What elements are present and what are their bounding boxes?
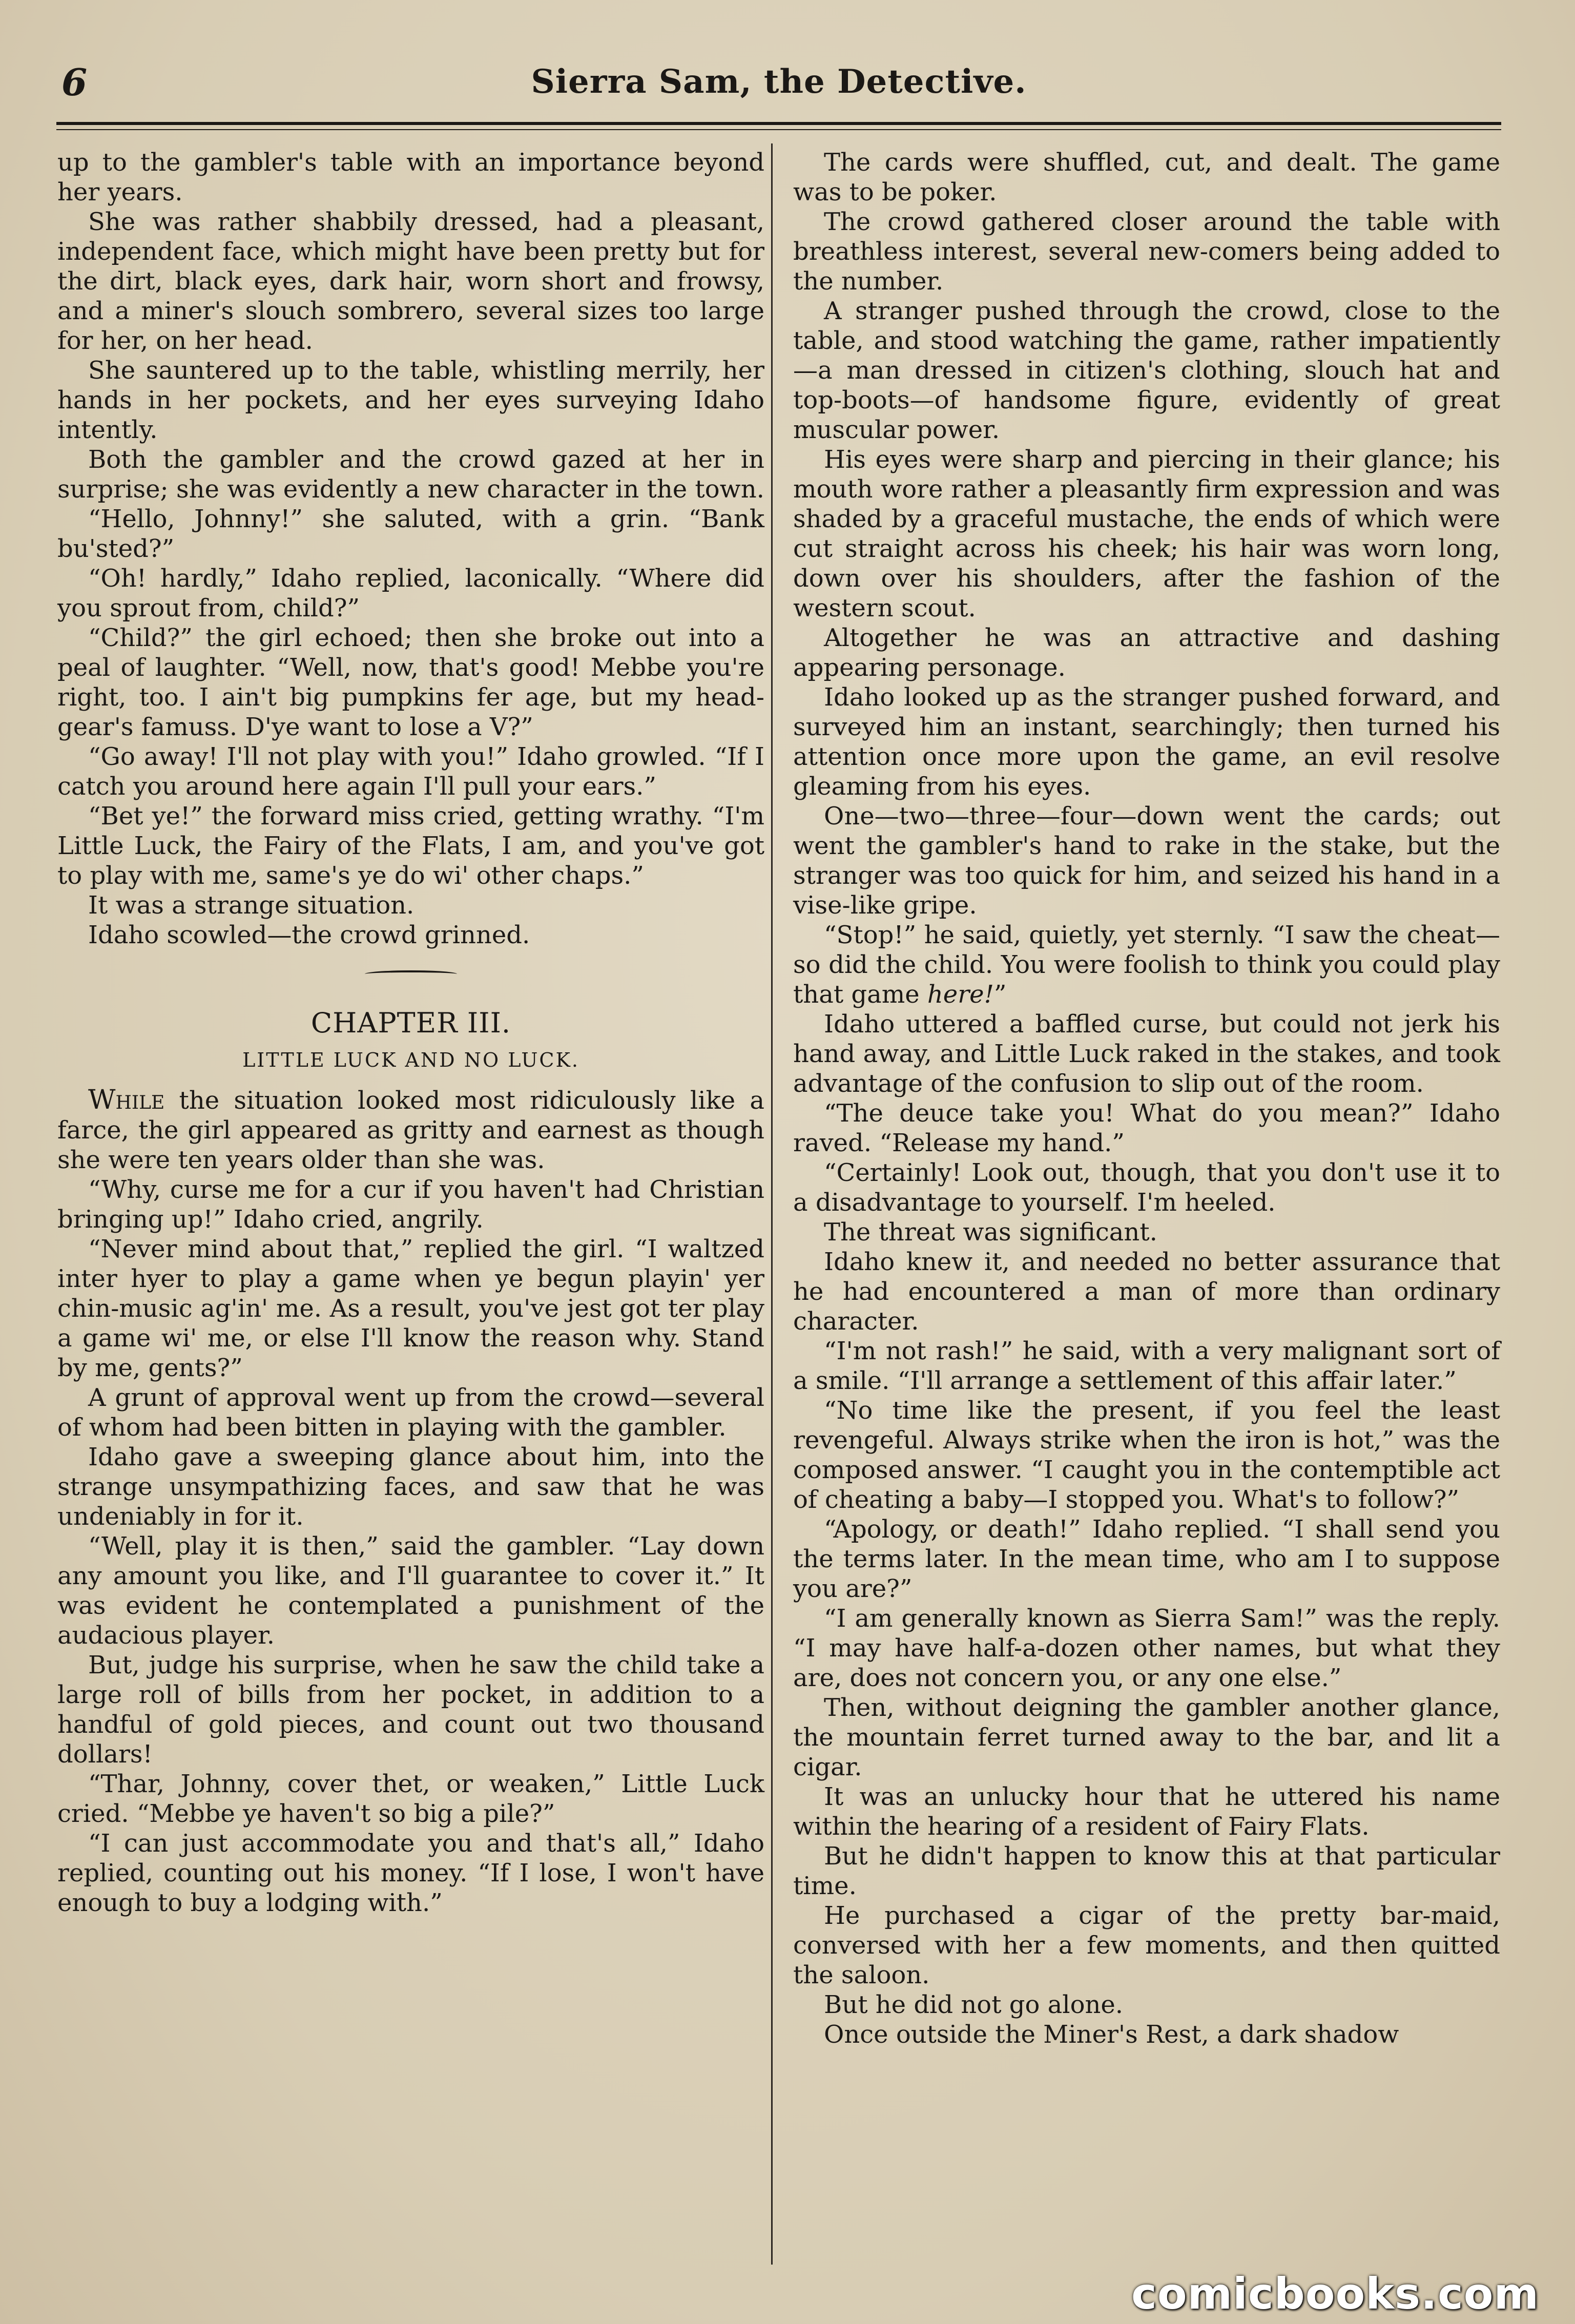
- column-divider: [771, 143, 773, 2265]
- right-paragraphs-after: [793, 1009, 1500, 2049]
- paragraph: “Hello, Johnny!” she saluted, with a grin. “Bank bu'sted?”: [57, 505, 764, 563]
- left-paragraphs-before: [57, 148, 764, 950]
- page-number: 6: [61, 60, 88, 104]
- paragraph: Both the gambler and the crowd gazed at her in surprise; she was evidently a new character in the town.: [57, 445, 764, 504]
- stop-text: “Stop!” he said, quietly, yet sternly. “I saw the cheat—so did the child. You were foolish to think you could play that game: [793, 921, 1500, 1009]
- paragraph: “Oh! hardly,” Idaho replied, laconically. “Where did you sprout from, child?”: [57, 564, 764, 623]
- paragraph: The cards were shuffled, cut, and dealt. The game was to be poker.: [793, 148, 1500, 206]
- paragraph: “Why, curse me for a cur if you haven't had Christian bringing up!” Idaho cried, angrily.: [57, 1175, 764, 1234]
- site-watermark: comicbooks.com: [1131, 2269, 1539, 2319]
- paragraph: But, judge his surprise, when he saw the child take a large roll of bills from her pocket, in addition to a handful of gold pieces, and count out two thousand dollars!: [57, 1651, 764, 1769]
- left-column: [57, 148, 764, 1918]
- paragraph: “Thar, Johnny, cover thet, or weaken,” Little Luck cried. “Mebbe ye haven't so big a pile?”: [57, 1770, 764, 1828]
- first-paragraph-text: the situation looked most ridiculously like a farce, the girl appeared as gritty and earnest as though she were ten years older than she was.: [57, 1086, 764, 1174]
- paragraph: She sauntered up to the table, whistling merrily, her hands in her pockets, and her eyes surveying Idaho intently.: [57, 356, 764, 444]
- header-rule: [56, 122, 1501, 125]
- paragraph: “I'm not rash!” he said, with a very malignant sort of a smile. “I'll arrange a settlement of this affair later.”: [793, 1337, 1500, 1395]
- paragraph: “No time like the present, if you feel the least revengeful. Always strike when the iron is hot,” was the composed answer. “I caught you in the contemptible act of cheating a baby—I stopped you. What's to follow?”: [793, 1396, 1500, 1514]
- paragraph: Idaho gave a sweeping glance about him, into the strange unsympathizing faces, and saw that he was undeniably in for it.: [57, 1443, 764, 1531]
- header-rule-thin: [56, 129, 1501, 130]
- running-title: Sierra Sam, the Detective.: [531, 63, 1027, 101]
- paragraph: A stranger pushed through the crowd, close to the table, and stood watching the game, rather impatiently—a man dressed in citizen's clothing, slouch hat and top-boots—of handsome figure, evidently of great muscular power.: [793, 297, 1500, 444]
- page-header: [56, 56, 1501, 113]
- paragraph: He purchased a cigar of the pretty bar-maid, conversed with her a few moments, and then quitted the saloon.: [793, 1901, 1500, 1989]
- paragraph: Idaho uttered a baffled curse, but could not jerk his hand away, and Little Luck raked in the stakes, and took advantage of the confusion to slip out of the room.: [793, 1010, 1500, 1098]
- chapter-heading: CHAPTER III.: [310, 1007, 511, 1039]
- paragraph: “Certainly! Look out, though, that you don't use it to a disadvantage to yourself. I'm heeled.: [793, 1158, 1500, 1217]
- paragraph: His eyes were sharp and piercing in their glance; his mouth wore rather a pleasantly firm expression and was shaded by a graceful mustache, the ends of which were cut straight across his cheek; his hair was worn long, down over his shoulders, after the fashion of the western scout.: [793, 445, 1500, 623]
- paragraph: One—two—three—four—down went the cards; out went the gambler's hand to rake in the stake, but the stranger was too quick for him, and seized his hand in a vise-like gripe.: [793, 802, 1500, 920]
- paragraph: “The deuce take you! What do you mean?” Idaho raved. “Release my hand.”: [793, 1099, 1500, 1157]
- paragraph: “Bet ye!” the forward miss cried, getting wrathy. “I'm Little Luck, the Fairy of the Flats, I am, and you've got to play with me, same's ye do wi' other chaps.”: [57, 802, 764, 890]
- paragraph: It was a strange situation.: [88, 891, 415, 920]
- paragraph: The crowd gathered closer around the table with breathless interest, several new-comers being added to the number.: [793, 208, 1500, 296]
- stop-italic: here!: [927, 980, 994, 1009]
- paragraph: It was an unlucky hour that he uttered his name within the hearing of a resident of Fairy Flats.: [793, 1782, 1500, 1841]
- left-paragraphs-after: [57, 1175, 764, 1918]
- chapter-first-paragraph: [57, 1085, 764, 1175]
- paragraph: She was rather shabbily dressed, had a pleasant, independent face, which might have been pretty but for the dirt, black eyes, dark hair, worn short and frowsy, and a miner's slouch sombrero, several sizes too large for her, on her head.: [57, 208, 764, 355]
- paragraph: “Never mind about that,” replied the girl. “I waltzed inter hyer to play a game when ye begun playin' yer chin-music ag'in' me. As a result, you've jest got ter play a game wi' me, or else I'll know the reason why. Stand by me, gents?”: [57, 1235, 764, 1382]
- right-paragraphs: [793, 148, 1500, 920]
- drop-word: While: [88, 1085, 165, 1115]
- paragraph: “I can just accommodate you and that's all,” Idaho replied, counting out his money. “If I lose, I won't have enough to buy a lodging with.”: [57, 1829, 764, 1917]
- section-ornament: [365, 970, 457, 978]
- paragraph: But he didn't happen to know this at that particular time.: [793, 1842, 1500, 1900]
- paragraph: Idaho scowled—the crowd grinned.: [88, 921, 530, 949]
- paragraph: Altogether he was an attractive and dashing appearing personage.: [793, 624, 1500, 682]
- paragraph: “Go away! I'll not play with you!” Idaho growled. “If I catch you around here again I'll pull your ears.”: [57, 742, 764, 801]
- paragraph: Once outside the Miner's Rest, a dark shadow: [824, 2020, 1399, 2049]
- paragraph: But he did not go alone.: [824, 1990, 1124, 2019]
- paragraph: “Well, play it is then,” said the gambler. “Lay down any amount you like, and I'll guarantee to cover it.” It was evident he contemplated a punishment of the audacious player.: [57, 1532, 764, 1650]
- paragraph: Idaho looked up as the stranger pushed forward, and surveyed him an instant, searchingly; then turned his attention once more upon the game, an evil resolve gleaming from his eyes.: [793, 683, 1500, 801]
- right-column: [793, 148, 1500, 2049]
- paragraph: “I am generally known as Sierra Sam!” was the reply. “I may have half-a-dozen other names, but what they are, does not concern you, or any one else.”: [793, 1604, 1500, 1692]
- paragraph: The threat was significant.: [824, 1218, 1157, 1247]
- paragraph: “Apology, or death!” Idaho replied. “I shall send you the terms later. In the mean time, who am I to suppose you are?”: [793, 1515, 1500, 1603]
- paragraph: Then, without deigning the gambler another glance, the mountain ferret turned away to the bar, and lit a cigar.: [793, 1693, 1500, 1781]
- stop-close: ”: [993, 980, 1007, 1009]
- paragraph: up to the gambler's table with an importance beyond her years.: [57, 148, 764, 206]
- paragraph: Idaho knew it, and needed no better assurance that he had encountered a man of more than ordinary character.: [793, 1248, 1500, 1336]
- stop-paragraph: [793, 920, 1500, 1009]
- paragraph: A grunt of approval went up from the crowd—several of whom had been bitten in playing with the gambler.: [57, 1383, 764, 1442]
- chapter-subtitle: LITTLE LUCK AND NO LUCK.: [242, 1049, 579, 1071]
- paragraph: “Child?” the girl echoed; then she broke out into a peal of laughter. “Well, now, that's good! Mebbe you're right, too. I ain't big pumpkins fer age, but my head-gear's famuss. D'ye want to lose a V?”: [57, 624, 764, 741]
